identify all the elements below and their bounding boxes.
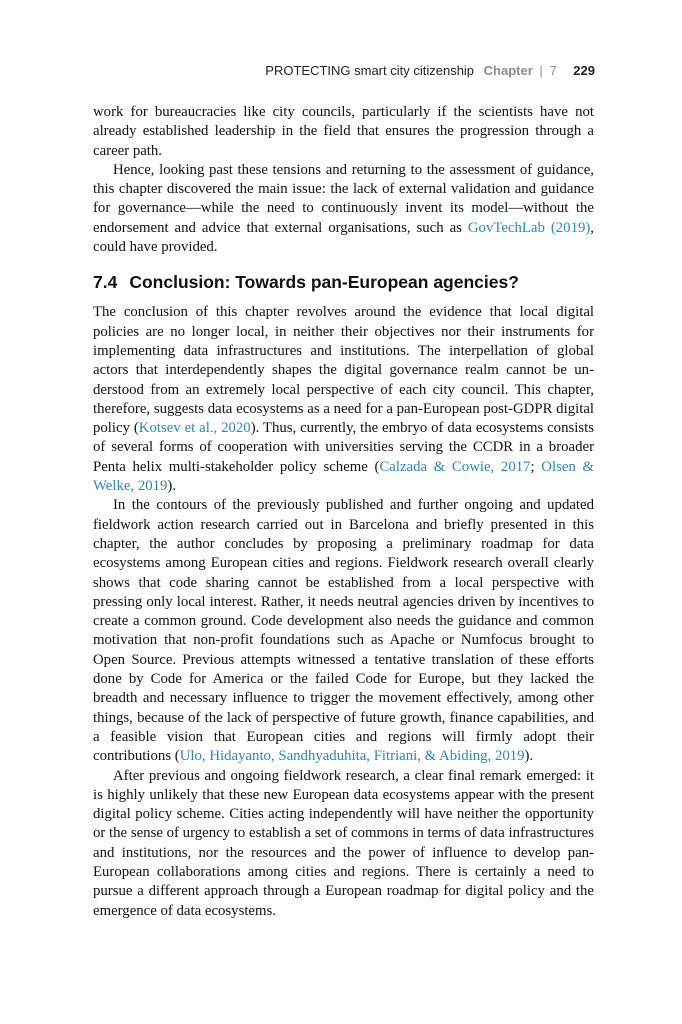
- chapter-number: 7: [549, 63, 557, 78]
- paragraph-text: The conclusion of this chapter revolves around the evidence that local digital policies are no longer local, in neither their objectives nor their instruments for implementing data infrastructures and institutions. The interpellation of global actors that interdependently shapes the digital governance realm cannot be understood from an extremely local perspective of each city council. This chapter, therefore, suggests data ecosystems as a need for a pan-European post-GDPR digital policy (: [93, 304, 594, 437]
- paragraph-text: ). Thus, currently, the embryo of data ecosystems consists of several forms of cooperation with universities serving the CCDR in a broader Penta helix multi-stakeholder policy scheme (: [93, 420, 594, 475]
- chapter-label: Chapter: [483, 63, 533, 78]
- section-title: Conclusion: Towards pan-European agencies?: [129, 272, 519, 293]
- section-number: 7.4: [93, 272, 118, 293]
- citation-link[interactable]: GovTechLab (2019): [467, 219, 591, 236]
- citation-link[interactable]: Ulo, Hidayanto, Sandhyaduhita, Fitriani, & Abiding, 2019: [179, 748, 525, 765]
- citation-link[interactable]: Calzada & Cowie, 2017: [379, 458, 531, 475]
- page-number: 229: [573, 63, 595, 78]
- paragraph-fieldwork: [93, 496, 594, 766]
- paragraph-continued: work for bureaucracies like city councils, particularly if the scientists have not already established leadership in the field that ensures the progression through a career path.: [93, 104, 594, 159]
- paragraph-text: ).: [167, 478, 177, 495]
- body-text: [93, 103, 594, 921]
- running-title: PROTECTING smart city citizenship: [265, 63, 475, 78]
- section-heading: [93, 271, 594, 293]
- paragraph-conclusion: [93, 303, 594, 496]
- header-separator: |: [539, 63, 543, 78]
- paragraph-text: In the contours of the previously published and further ongoing and updated fieldwork action research carried out in Barcelona and briefly presented in this chapter, the author concludes by proposing a preliminary roadmap for data ecosystems among European cities and regions. Fieldwork research overall clearly shows that code sharing cannot be established from a local perspective with pressing only local interest. Rather, it needs neutral agencies driven by incentives to create a common ground. Code development also needs the guidance and common motivation that non-profit foundations such as Apache or Numfocus brought to Open Source. Previous attempts witnessed a tentative translation of these efforts done by Code for America or the failed Code for Europe, but they lacked the breadth and necessary influence to trigger the movement effectively, among other things, because of the lack of perspective of future growth, finance capabilities, and a feasible vision that European cities and regions will firmly adopt their contributions (: [93, 497, 594, 765]
- citation-link[interactable]: Olsen & Welke, 2019: [93, 458, 594, 495]
- running-header: [93, 63, 595, 78]
- paragraph-final-remark: After previous and ongoing fieldwork research, a clear final remark emerged: it is highly unlikely that these new European data ecosystems appear with the present digital policy scheme. Cities acting independently will have neither the opportunity or the sense of urgency to establish a set of commons in terms of data infrastructures and institutions, nor the resources and the power of influence to develop pan-European collaborations among cities and regions. There is certainly a need to pursue a different approach through a European roadmap for digital policy and the emergence of data ecosystems.: [93, 767, 594, 919]
- paragraph-guidance: [93, 161, 594, 257]
- citation-link[interactable]: Kotsev et al., 2020: [138, 420, 251, 437]
- paragraph-text: ;: [530, 458, 542, 475]
- paragraph-text: Hence, looking past these tensions and returning to the assessment of guidance, this chapter discovered the main issue: the lack of external validation and guidance for governance—while the need to continuously invent its model—without the endorsement and advice that external organisations, such as: [93, 161, 594, 236]
- paragraph-text: , could have provided.: [93, 219, 594, 256]
- paragraph-text: ).: [524, 748, 534, 765]
